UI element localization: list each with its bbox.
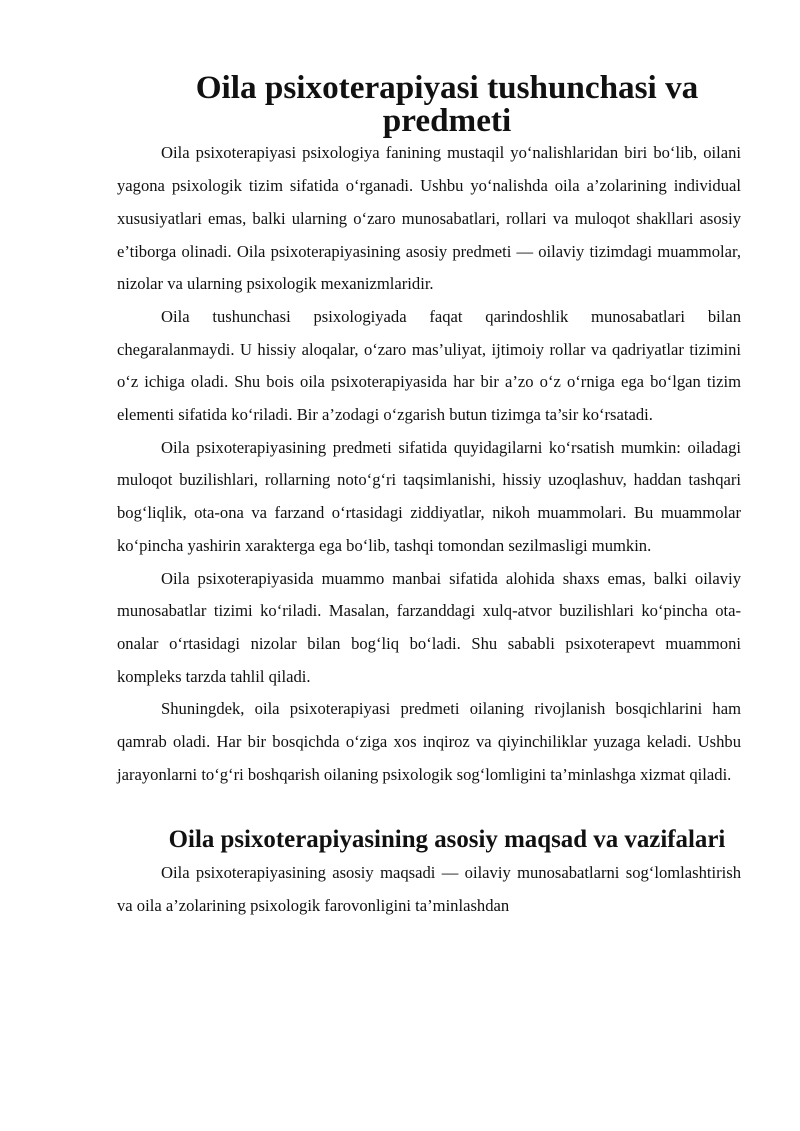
paragraph-1: Oila psixoterapiyasi psixologiya fanining mustaqil yo‘nalishlaridan biri bo‘lib, oilani yagona psixologik tizim sifatida o‘rganadi. Ushbu yo‘nalishda oila a’zolarining individual xususiyatlari emas, balki ularning o‘zaro munosabatlari, rollari va muloqot shakllari asosiy e’tiborga olinadi. Oila psixoterapiyasining asosiy predmeti — oilaviy tizimdagi muammolar, nizolar va ularning psixologik mexanizmlaridir. xyxy=(117,143,741,294)
section-heading-1: Oila psixoterapiyasi tushunchasi va predmeti xyxy=(195,69,699,139)
paragraph-5: Shuningdek, oila psixoterapiyasi predmeti oilaning rivojlanish bosqichlarini ham qamrab oladi. Har bir bosqichda o‘ziga xos inqiroz va qiyinchiliklar yuzaga keladi. Ushbu jarayonlarni to‘g‘ri boshqarish oilaning psixologik sog‘lomligini ta’minlashga xizmat qiladi. xyxy=(117,699,741,784)
paragraph-6: Oila psixoterapiyasining asosiy maqsadi — oilaviy munosabatlarni sog‘lomlashtirish va oila a’zolarining psixologik farovonligini ta’minlashdan xyxy=(117,863,741,915)
paragraph-4: Oila psixoterapiyasida muammo manbai sifatida alohida shaxs emas, balki oilaviy munosabatlar tizimi ko‘riladi. Masalan, farzanddagi xulq-atvor buzilishlari ko‘pincha ota-onalar o‘rtasidagi nizolar bilan bog‘liq bo‘ladi. Shu sababli psixoterapevt muammoni kompleks tarzda tahlil qiladi. xyxy=(117,568,741,686)
paragraph-3: Oila psixoterapiyasining predmeti sifatida quyidagilarni ko‘rsatish mumkin: oiladagi muloqot buzilishlari, rollarning noto‘g‘ri taqsimlanishi, hissiy uzoqlashuv, haddan tashqari bog‘liqlik, ota-ona va farzand o‘rtasidagi ziddiyatlar, nikoh muammolari. Bu muammolar ko‘pincha yashirin xarakterga ega bo‘lib, tashqi tomondan sezilmasligi mumkin. xyxy=(117,437,741,555)
section-heading-2: Oila psixoterapiyasining asosiy maqsad va vazifalari xyxy=(168,826,726,854)
paragraph-2: Oila tushunchasi psixologiyada faqat qarindoshlik munosabatlari bilan chegaralanmaydi. U hissiy aloqalar, o‘zaro mas’uliyat, ijtimoiy rollar va qadriyatlar tizimini o‘z ichiga oladi. Shu bois oila psixoterapiyasida har bir a’zo o‘z o‘rniga ega bo‘lgan tizim elementi sifatida ko‘riladi. Bir a’zodagi o‘zgarish butun tizimga ta’sir ko‘rsatadi. xyxy=(117,306,741,425)
document-page xyxy=(117,69,741,923)
